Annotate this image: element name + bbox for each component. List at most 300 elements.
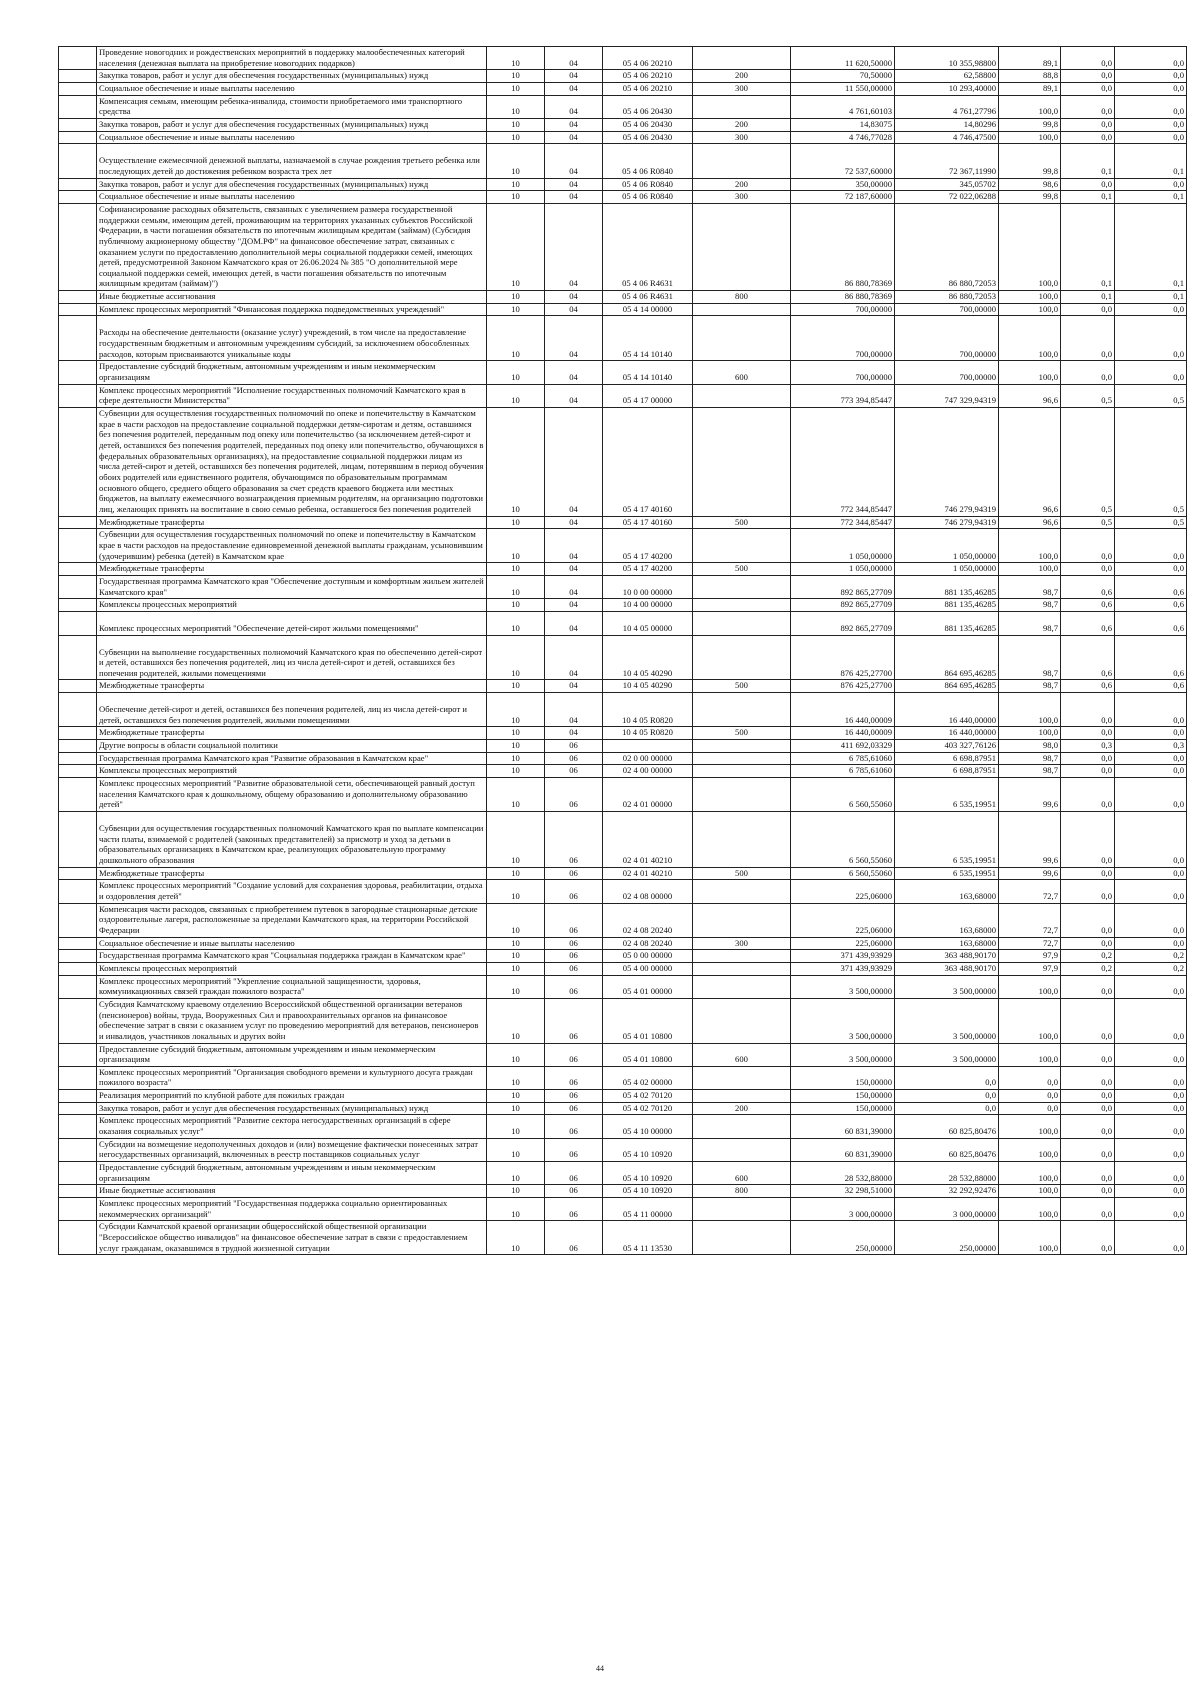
cell-name: Государственная программа Камчатского края "Развитие образования в Камчатском крае" bbox=[97, 752, 487, 765]
cell-execution-percent: 99,6 bbox=[999, 812, 1061, 868]
cell-planned: 16 440,00009 bbox=[791, 727, 895, 740]
cell-section: 10 bbox=[487, 131, 545, 144]
cell-share-a: 0,0 bbox=[1061, 903, 1115, 937]
cell-section: 10 bbox=[487, 191, 545, 204]
cell-share-a: 0,0 bbox=[1061, 937, 1115, 950]
cell-section: 10 bbox=[487, 867, 545, 880]
cell-target-article: 05 4 06 R4631 bbox=[603, 291, 693, 304]
cell-target-article: 05 4 10 10920 bbox=[603, 1138, 693, 1161]
cell-planned: 371 439,93929 bbox=[791, 962, 895, 975]
table-row bbox=[59, 47, 1187, 70]
cell-section: 10 bbox=[487, 752, 545, 765]
cell-blank bbox=[59, 727, 97, 740]
cell-section: 10 bbox=[487, 1198, 545, 1221]
cell-planned: 72 187,60000 bbox=[791, 191, 895, 204]
cell-blank bbox=[59, 812, 97, 868]
cell-target-article: 02 0 00 00000 bbox=[603, 752, 693, 765]
table-row bbox=[59, 740, 1187, 753]
cell-share-b: 0,0 bbox=[1115, 1162, 1187, 1185]
cell-share-b: 0,0 bbox=[1115, 937, 1187, 950]
cell-execution-percent: 100,0 bbox=[999, 529, 1061, 563]
cell-subsection: 04 bbox=[545, 575, 603, 598]
cell-executed: 6 535,19951 bbox=[895, 778, 999, 812]
cell-planned: 876 425,27700 bbox=[791, 635, 895, 680]
cell-section: 10 bbox=[487, 998, 545, 1043]
cell-expense-type bbox=[693, 1090, 791, 1103]
cell-section: 10 bbox=[487, 82, 545, 95]
cell-execution-percent: 100,0 bbox=[999, 361, 1061, 384]
cell-executed: 700,00000 bbox=[895, 316, 999, 361]
cell-execution-percent: 0,0 bbox=[999, 1090, 1061, 1103]
cell-planned: 6 785,61060 bbox=[791, 752, 895, 765]
cell-blank bbox=[59, 950, 97, 963]
cell-target-article: 05 4 06 20210 bbox=[603, 47, 693, 70]
table-row bbox=[59, 880, 1187, 903]
cell-planned: 11 620,50000 bbox=[791, 47, 895, 70]
cell-expense-type: 200 bbox=[693, 178, 791, 191]
cell-executed: 746 279,94319 bbox=[895, 408, 999, 517]
cell-target-article: 05 4 10 10920 bbox=[603, 1185, 693, 1198]
table-row bbox=[59, 599, 1187, 612]
cell-subsection: 06 bbox=[545, 937, 603, 950]
cell-planned: 892 865,27709 bbox=[791, 575, 895, 598]
cell-name: Комплекс процессных мероприятий "Организация свободного времени и культурного досуга граждан пожилого возраста" bbox=[97, 1066, 487, 1089]
cell-expense-type: 300 bbox=[693, 131, 791, 144]
cell-share-a: 0,1 bbox=[1061, 291, 1115, 304]
cell-share-b: 0,1 bbox=[1115, 291, 1187, 304]
table-row bbox=[59, 975, 1187, 998]
cell-planned: 32 298,51000 bbox=[791, 1185, 895, 1198]
cell-subsection: 04 bbox=[545, 191, 603, 204]
cell-share-b: 0,0 bbox=[1115, 752, 1187, 765]
cell-target-article: 05 4 11 13530 bbox=[603, 1221, 693, 1255]
cell-name: Закупка товаров, работ и услуг для обеспечения государственных (муниципальных) нужд bbox=[97, 178, 487, 191]
cell-subsection: 06 bbox=[545, 975, 603, 998]
cell-share-a: 0,0 bbox=[1061, 95, 1115, 118]
cell-section: 10 bbox=[487, 680, 545, 693]
cell-share-b: 0,0 bbox=[1115, 903, 1187, 937]
cell-subsection: 04 bbox=[545, 563, 603, 576]
cell-blank bbox=[59, 563, 97, 576]
cell-share-b: 0,0 bbox=[1115, 778, 1187, 812]
cell-subsection: 04 bbox=[545, 203, 603, 290]
cell-target-article: 02 4 01 40210 bbox=[603, 867, 693, 880]
cell-executed: 700,00000 bbox=[895, 361, 999, 384]
cell-planned: 772 344,85447 bbox=[791, 408, 895, 517]
cell-share-a: 0,0 bbox=[1061, 1162, 1115, 1185]
cell-subsection: 06 bbox=[545, 998, 603, 1043]
cell-planned: 892 865,27709 bbox=[791, 599, 895, 612]
cell-subsection: 04 bbox=[545, 291, 603, 304]
cell-target-article: 05 4 10 00000 bbox=[603, 1115, 693, 1138]
cell-blank bbox=[59, 529, 97, 563]
table-row bbox=[59, 1185, 1187, 1198]
cell-name: Расходы на обеспечение деятельности (оказание услуг) учреждений, в том числе на предоставление государственным бюджетным и автономным учреждениям субсидий, за исключением обособленных расходов, которым присваиваются уникальные коды bbox=[97, 316, 487, 361]
cell-execution-percent: 100,0 bbox=[999, 1138, 1061, 1161]
cell-target-article: 05 4 01 10800 bbox=[603, 998, 693, 1043]
cell-planned: 350,00000 bbox=[791, 178, 895, 191]
cell-share-b: 0,0 bbox=[1115, 47, 1187, 70]
cell-target-article: 02 4 08 20240 bbox=[603, 937, 693, 950]
cell-name: Социальное обеспечение и иные выплаты населению bbox=[97, 191, 487, 204]
cell-subsection: 04 bbox=[545, 144, 603, 178]
cell-section: 10 bbox=[487, 812, 545, 868]
cell-executed: 86 880,72053 bbox=[895, 203, 999, 290]
cell-section: 10 bbox=[487, 1162, 545, 1185]
cell-section: 10 bbox=[487, 118, 545, 131]
cell-subsection: 06 bbox=[545, 1185, 603, 1198]
cell-section: 10 bbox=[487, 178, 545, 191]
table-row bbox=[59, 303, 1187, 316]
cell-section: 10 bbox=[487, 203, 545, 290]
cell-execution-percent: 100,0 bbox=[999, 1162, 1061, 1185]
cell-planned: 3 000,00000 bbox=[791, 1198, 895, 1221]
cell-subsection: 04 bbox=[545, 635, 603, 680]
cell-execution-percent: 99,8 bbox=[999, 118, 1061, 131]
cell-section: 10 bbox=[487, 950, 545, 963]
cell-section: 10 bbox=[487, 316, 545, 361]
cell-expense-type bbox=[693, 693, 791, 727]
cell-subsection: 04 bbox=[545, 361, 603, 384]
cell-section: 10 bbox=[487, 599, 545, 612]
cell-blank bbox=[59, 384, 97, 407]
cell-blank bbox=[59, 1090, 97, 1103]
cell-name: Комплекс процессных мероприятий "Исполнение государственных полномочий Камчатского края в сфере деятельности Министерства" bbox=[97, 384, 487, 407]
cell-share-a: 0,0 bbox=[1061, 1115, 1115, 1138]
cell-share-b: 0,0 bbox=[1115, 361, 1187, 384]
cell-executed: 6 698,87951 bbox=[895, 752, 999, 765]
cell-subsection: 06 bbox=[545, 1066, 603, 1089]
cell-target-article: 05 4 06 20430 bbox=[603, 131, 693, 144]
cell-blank bbox=[59, 1066, 97, 1089]
cell-share-b: 0,5 bbox=[1115, 384, 1187, 407]
cell-share-a: 0,0 bbox=[1061, 1185, 1115, 1198]
cell-blank bbox=[59, 316, 97, 361]
cell-share-b: 0,6 bbox=[1115, 575, 1187, 598]
cell-share-a: 0,1 bbox=[1061, 203, 1115, 290]
cell-expense-type: 200 bbox=[693, 118, 791, 131]
cell-planned: 60 831,39000 bbox=[791, 1115, 895, 1138]
cell-execution-percent: 100,0 bbox=[999, 291, 1061, 304]
cell-name: Межбюджетные трансферты bbox=[97, 867, 487, 880]
cell-subsection: 06 bbox=[545, 1115, 603, 1138]
cell-executed: 6 698,87951 bbox=[895, 765, 999, 778]
cell-blank bbox=[59, 361, 97, 384]
cell-name: Комплекс процессных мероприятий "Создание условий для сохранения здоровья, реабилитации, отдыха и оздоровления детей" bbox=[97, 880, 487, 903]
cell-share-a: 0,6 bbox=[1061, 680, 1115, 693]
cell-share-b: 0,1 bbox=[1115, 144, 1187, 178]
cell-target-article: 05 4 06 R4631 bbox=[603, 203, 693, 290]
cell-section: 10 bbox=[487, 1138, 545, 1161]
cell-name: Компенсация части расходов, связанных с приобретением путевок в загородные стационарные детские оздоровительные лагеря, расположенные за пределами Камчатского края, на территории Российской Федерации bbox=[97, 903, 487, 937]
cell-name: Субвенции для осуществления государственных полномочий по опеке и попечительству в Камчатском крае в части расходов на предоставление единовременной денежной выплаты гражданам, усыновившим (удочерившим) ребенка (детей) в Камчатском крае bbox=[97, 529, 487, 563]
cell-target-article: 02 4 01 40210 bbox=[603, 812, 693, 868]
table-row bbox=[59, 998, 1187, 1043]
cell-expense-type: 600 bbox=[693, 1162, 791, 1185]
cell-name: Субвенции для осуществления государственных полномочий по опеке и попечительству в Камчатском крае в части расходов на предоставление социальной поддержки детям-сиротам и детям, оставшимся без попечения родителей, переданным под опеку или попечительство (за исключением детей-сирот и детей, оставшихся без попечения родителей, переданных под опеку или попечительство, обучающихся в федеральных образовательных организациях), на предоставление социальной поддержки лицам из числа детей-сирот и детей, оставшихся без попечения родителей, лицам, потерявшим в период обучения обоих родителей или единственного родителя, обучающимся по образовательным программам основного общего, среднего общего образования за счет средств краевого бюджета или местных бюджетов, на выплату ежемесячного вознаграждения приемным родителям, на организацию подготовки лиц, желающих принять на воспитание в свою семью ребенка, оставшегося без попечения родителей bbox=[97, 408, 487, 517]
cell-subsection: 06 bbox=[545, 962, 603, 975]
cell-name: Комплекс процессных мероприятий "Финансовая поддержка подведомственных учреждений" bbox=[97, 303, 487, 316]
cell-share-b: 0,0 bbox=[1115, 880, 1187, 903]
cell-execution-percent: 0,0 bbox=[999, 1066, 1061, 1089]
cell-blank bbox=[59, 95, 97, 118]
cell-name: Комплекс процессных мероприятий "Обеспечение детей-сирот жильми помещениями" bbox=[97, 611, 487, 635]
cell-planned: 4 746,77028 bbox=[791, 131, 895, 144]
cell-planned: 86 880,78369 bbox=[791, 291, 895, 304]
cell-expense-type bbox=[693, 95, 791, 118]
cell-share-b: 0,0 bbox=[1115, 1066, 1187, 1089]
cell-executed: 3 500,00000 bbox=[895, 975, 999, 998]
cell-section: 10 bbox=[487, 361, 545, 384]
cell-section: 10 bbox=[487, 1066, 545, 1089]
cell-expense-type bbox=[693, 144, 791, 178]
cell-blank bbox=[59, 680, 97, 693]
cell-planned: 3 500,00000 bbox=[791, 998, 895, 1043]
cell-executed: 747 329,94319 bbox=[895, 384, 999, 407]
cell-section: 10 bbox=[487, 635, 545, 680]
cell-executed: 3 500,00000 bbox=[895, 1043, 999, 1066]
table-row bbox=[59, 384, 1187, 407]
cell-expense-type bbox=[693, 575, 791, 598]
cell-name: Иные бюджетные ассигнования bbox=[97, 291, 487, 304]
cell-executed: 881 135,46285 bbox=[895, 599, 999, 612]
cell-target-article: 05 0 00 00000 bbox=[603, 950, 693, 963]
table-row bbox=[59, 203, 1187, 290]
table-row bbox=[59, 778, 1187, 812]
cell-expense-type bbox=[693, 611, 791, 635]
cell-subsection: 04 bbox=[545, 95, 603, 118]
cell-share-b: 0,0 bbox=[1115, 303, 1187, 316]
cell-share-a: 0,6 bbox=[1061, 611, 1115, 635]
cell-expense-type: 600 bbox=[693, 361, 791, 384]
cell-blank bbox=[59, 575, 97, 598]
cell-expense-type bbox=[693, 1198, 791, 1221]
cell-share-b: 0,1 bbox=[1115, 203, 1187, 290]
cell-target-article: 05 4 17 40200 bbox=[603, 529, 693, 563]
cell-expense-type bbox=[693, 384, 791, 407]
cell-planned: 6 560,55060 bbox=[791, 812, 895, 868]
table-row bbox=[59, 1115, 1187, 1138]
cell-blank bbox=[59, 903, 97, 937]
cell-execution-percent: 98,7 bbox=[999, 599, 1061, 612]
cell-execution-percent: 98,7 bbox=[999, 575, 1061, 598]
cell-share-b: 0,6 bbox=[1115, 680, 1187, 693]
cell-subsection: 06 bbox=[545, 778, 603, 812]
cell-execution-percent: 100,0 bbox=[999, 95, 1061, 118]
cell-name: Межбюджетные трансферты bbox=[97, 727, 487, 740]
cell-section: 10 bbox=[487, 727, 545, 740]
table-row bbox=[59, 950, 1187, 963]
cell-execution-percent: 99,8 bbox=[999, 144, 1061, 178]
cell-share-b: 0,0 bbox=[1115, 1102, 1187, 1115]
cell-share-b: 0,0 bbox=[1115, 727, 1187, 740]
cell-share-b: 0,0 bbox=[1115, 131, 1187, 144]
cell-name: Предоставление субсидий бюджетным, автономным учреждениям и иным некоммерческим организациям bbox=[97, 361, 487, 384]
cell-expense-type bbox=[693, 1115, 791, 1138]
cell-blank bbox=[59, 880, 97, 903]
table-row bbox=[59, 563, 1187, 576]
cell-blank bbox=[59, 291, 97, 304]
cell-section: 10 bbox=[487, 962, 545, 975]
cell-blank bbox=[59, 1115, 97, 1138]
cell-blank bbox=[59, 191, 97, 204]
cell-section: 10 bbox=[487, 903, 545, 937]
cell-subsection: 04 bbox=[545, 131, 603, 144]
cell-blank bbox=[59, 693, 97, 727]
cell-blank bbox=[59, 178, 97, 191]
cell-planned: 11 550,00000 bbox=[791, 82, 895, 95]
cell-section: 10 bbox=[487, 529, 545, 563]
cell-executed: 6 535,19951 bbox=[895, 867, 999, 880]
cell-planned: 150,00000 bbox=[791, 1090, 895, 1103]
cell-share-b: 0,0 bbox=[1115, 1185, 1187, 1198]
cell-target-article: 05 4 06 R0840 bbox=[603, 191, 693, 204]
cell-planned: 86 880,78369 bbox=[791, 203, 895, 290]
cell-target-article: 05 4 17 40160 bbox=[603, 516, 693, 529]
cell-blank bbox=[59, 1185, 97, 1198]
cell-blank bbox=[59, 740, 97, 753]
cell-target-article: 05 4 06 R0840 bbox=[603, 178, 693, 191]
cell-target-article: 05 4 17 00000 bbox=[603, 384, 693, 407]
cell-subsection: 04 bbox=[545, 529, 603, 563]
cell-execution-percent: 98,0 bbox=[999, 740, 1061, 753]
cell-blank bbox=[59, 1102, 97, 1115]
cell-section: 10 bbox=[487, 95, 545, 118]
cell-blank bbox=[59, 82, 97, 95]
cell-share-a: 0,6 bbox=[1061, 575, 1115, 598]
cell-executed: 0,0 bbox=[895, 1090, 999, 1103]
cell-share-a: 0,6 bbox=[1061, 635, 1115, 680]
cell-executed: 0,0 bbox=[895, 1102, 999, 1115]
cell-target-article: 05 4 11 00000 bbox=[603, 1198, 693, 1221]
cell-share-b: 0,0 bbox=[1115, 95, 1187, 118]
cell-subsection: 06 bbox=[545, 765, 603, 778]
cell-subsection: 04 bbox=[545, 316, 603, 361]
cell-target-article: 05 4 02 70120 bbox=[603, 1102, 693, 1115]
cell-section: 10 bbox=[487, 516, 545, 529]
cell-planned: 28 532,88000 bbox=[791, 1162, 895, 1185]
cell-execution-percent: 100,0 bbox=[999, 1043, 1061, 1066]
cell-share-a: 0,0 bbox=[1061, 1043, 1115, 1066]
cell-expense-type bbox=[693, 408, 791, 517]
cell-executed: 3 000,00000 bbox=[895, 1198, 999, 1221]
table-row bbox=[59, 118, 1187, 131]
table-row bbox=[59, 316, 1187, 361]
cell-share-a: 0,0 bbox=[1061, 812, 1115, 868]
table-row bbox=[59, 70, 1187, 83]
cell-share-a: 0,5 bbox=[1061, 516, 1115, 529]
budget-table-sheet bbox=[58, 46, 1186, 1255]
cell-share-b: 0,1 bbox=[1115, 191, 1187, 204]
cell-subsection: 06 bbox=[545, 1221, 603, 1255]
table-row bbox=[59, 611, 1187, 635]
cell-execution-percent: 98,7 bbox=[999, 765, 1061, 778]
cell-executed: 10 293,40000 bbox=[895, 82, 999, 95]
table-row bbox=[59, 937, 1187, 950]
cell-execution-percent: 97,9 bbox=[999, 962, 1061, 975]
cell-planned: 876 425,27700 bbox=[791, 680, 895, 693]
cell-section: 10 bbox=[487, 1221, 545, 1255]
cell-section: 10 bbox=[487, 1043, 545, 1066]
cell-share-b: 0,0 bbox=[1115, 1115, 1187, 1138]
cell-expense-type: 300 bbox=[693, 937, 791, 950]
table-row bbox=[59, 529, 1187, 563]
cell-blank bbox=[59, 1162, 97, 1185]
cell-blank bbox=[59, 998, 97, 1043]
cell-name: Закупка товаров, работ и услуг для обеспечения государственных (муниципальных) нужд bbox=[97, 1102, 487, 1115]
cell-subsection: 04 bbox=[545, 611, 603, 635]
cell-executed: 1 050,00000 bbox=[895, 563, 999, 576]
cell-share-b: 0,0 bbox=[1115, 867, 1187, 880]
table-row bbox=[59, 408, 1187, 517]
cell-share-a: 0,0 bbox=[1061, 82, 1115, 95]
cell-share-b: 0,0 bbox=[1115, 765, 1187, 778]
cell-expense-type: 500 bbox=[693, 516, 791, 529]
cell-subsection: 04 bbox=[545, 599, 603, 612]
cell-share-a: 0,0 bbox=[1061, 867, 1115, 880]
cell-blank bbox=[59, 408, 97, 517]
cell-execution-percent: 72,7 bbox=[999, 937, 1061, 950]
cell-executed: 163,68000 bbox=[895, 937, 999, 950]
cell-blank bbox=[59, 47, 97, 70]
table-row bbox=[59, 1221, 1187, 1255]
table-row bbox=[59, 1066, 1187, 1089]
cell-section: 10 bbox=[487, 384, 545, 407]
cell-execution-percent: 98,7 bbox=[999, 752, 1061, 765]
table-row bbox=[59, 95, 1187, 118]
cell-executed: 345,05702 bbox=[895, 178, 999, 191]
cell-planned: 411 692,03329 bbox=[791, 740, 895, 753]
cell-share-a: 0,0 bbox=[1061, 303, 1115, 316]
cell-executed: 14,80296 bbox=[895, 118, 999, 131]
cell-planned: 3 500,00000 bbox=[791, 1043, 895, 1066]
cell-name: Социальное обеспечение и иные выплаты населению bbox=[97, 131, 487, 144]
cell-name: Проведение новогодних и рождественских мероприятий в поддержку малообеспеченных категорий населения (денежная выплата на приобретение новогодних подарков) bbox=[97, 47, 487, 70]
cell-execution-percent: 89,1 bbox=[999, 47, 1061, 70]
cell-target-article bbox=[603, 740, 693, 753]
cell-section: 10 bbox=[487, 1102, 545, 1115]
cell-name: Комплексы процессных мероприятий bbox=[97, 962, 487, 975]
cell-execution-percent: 98,7 bbox=[999, 611, 1061, 635]
cell-share-a: 0,0 bbox=[1061, 47, 1115, 70]
table-row bbox=[59, 291, 1187, 304]
cell-expense-type bbox=[693, 962, 791, 975]
cell-name: Субсидии на возмещение недополученных доходов и (или) возмещение фактически понесенных затрат негосударственных организаций, включенных в реестр поставщиков социальных услуг bbox=[97, 1138, 487, 1161]
cell-expense-type bbox=[693, 203, 791, 290]
cell-share-b: 0,6 bbox=[1115, 599, 1187, 612]
table-row bbox=[59, 131, 1187, 144]
cell-planned: 1 050,00000 bbox=[791, 529, 895, 563]
cell-expense-type bbox=[693, 599, 791, 612]
cell-execution-percent: 97,9 bbox=[999, 950, 1061, 963]
cell-subsection: 06 bbox=[545, 1138, 603, 1161]
cell-name: Межбюджетные трансферты bbox=[97, 516, 487, 529]
cell-section: 10 bbox=[487, 880, 545, 903]
cell-planned: 60 831,39000 bbox=[791, 1138, 895, 1161]
cell-section: 10 bbox=[487, 778, 545, 812]
cell-section: 10 bbox=[487, 975, 545, 998]
cell-share-a: 0,0 bbox=[1061, 118, 1115, 131]
cell-share-b: 0,5 bbox=[1115, 516, 1187, 529]
cell-execution-percent: 100,0 bbox=[999, 1115, 1061, 1138]
cell-target-article: 05 4 17 40160 bbox=[603, 408, 693, 517]
cell-name: Социальное обеспечение и иные выплаты населению bbox=[97, 82, 487, 95]
cell-share-b: 0,0 bbox=[1115, 1138, 1187, 1161]
cell-section: 10 bbox=[487, 70, 545, 83]
cell-expense-type bbox=[693, 47, 791, 70]
cell-name: Осуществление ежемесячной денежной выплаты, назначаемой в случае рождения третьего ребенка или последующих детей до достижения ребенком возраста трех лет bbox=[97, 144, 487, 178]
cell-execution-percent: 98,6 bbox=[999, 178, 1061, 191]
